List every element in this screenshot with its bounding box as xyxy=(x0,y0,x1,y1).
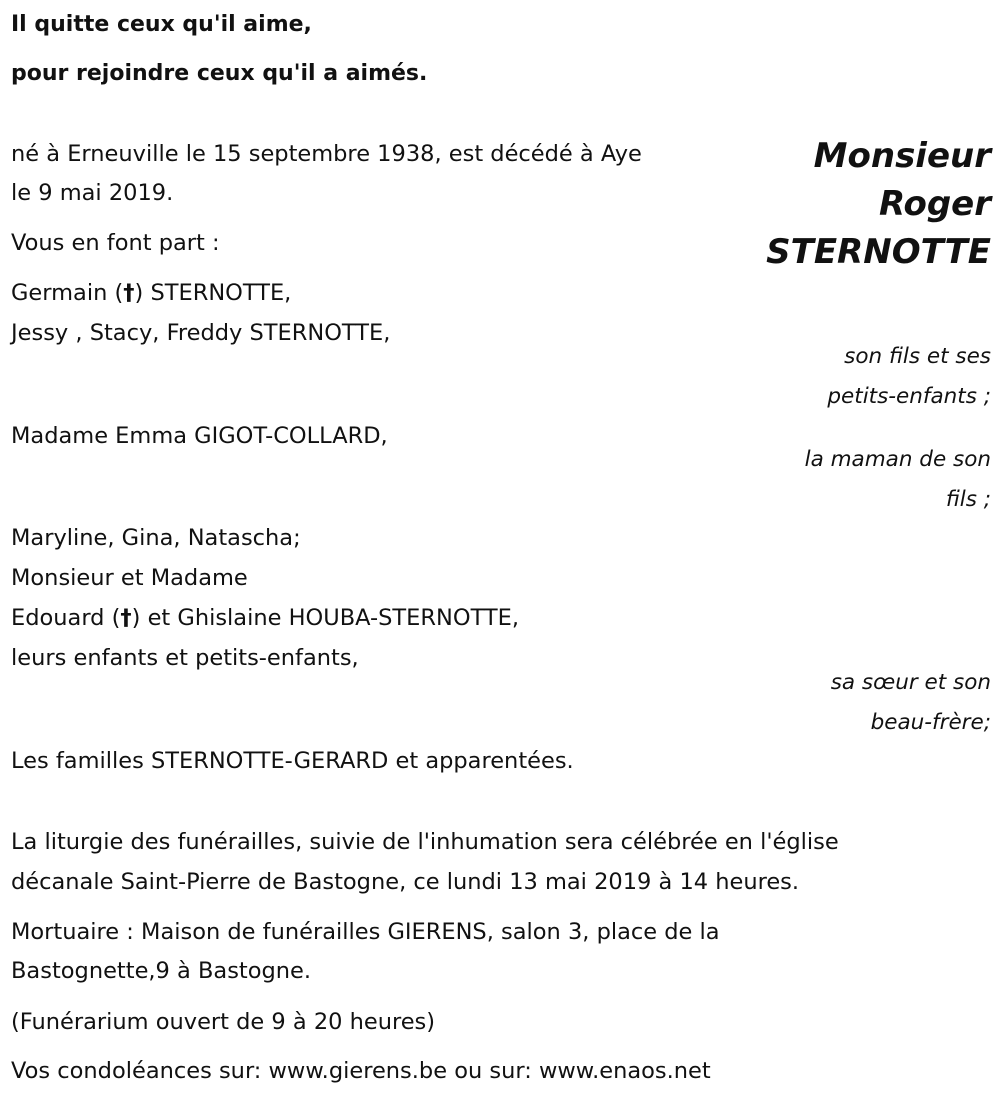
families-line: Les familles STERNOTTE-GERARD et apparentées. xyxy=(11,748,574,774)
birth-line-1: né à Erneuville le 15 septembre 1938, est décédé à Aye xyxy=(11,141,642,167)
mother-relation-1: la maman de son xyxy=(804,447,991,472)
couple-pre: Edouard ( xyxy=(11,605,121,631)
mortuary-line-1: Mortuaire : Maison de funérailles GIERENS, salon 3, place de la xyxy=(11,919,720,945)
son-relation-2: petits-enfants ; xyxy=(827,384,991,409)
funeral-line-2: décanale Saint-Pierre de Bastogne, ce lundi 13 mai 2019 à 14 heures. xyxy=(11,869,800,895)
nieces-line: Maryline, Gina, Natascha; xyxy=(11,525,301,551)
deceased-firstname: Roger xyxy=(878,184,991,224)
sister-relation-2: beau-frère; xyxy=(870,710,991,735)
mortuary-line-2: Bastognette,9 à Bastogne. xyxy=(11,958,312,984)
funerarium-hours: (Funérarium ouvert de 9 à 20 heures) xyxy=(11,1009,436,1035)
sister-relation-1: sa sœur et son xyxy=(830,670,991,695)
cross-icon: † xyxy=(120,605,132,631)
verse-line-2: pour rejoindre ceux qu'il a aimés. xyxy=(11,61,428,86)
couple-post: ) et Ghislaine HOUBA-STERNOTTE, xyxy=(131,605,520,631)
cross-icon: † xyxy=(123,280,135,306)
mother-line: Madame Emma GIGOT-COLLARD, xyxy=(11,423,388,449)
couple-line xyxy=(11,605,519,631)
son-relation-1: son fils et ses xyxy=(844,344,991,369)
couple-children-line: leurs enfants et petits-enfants, xyxy=(11,645,359,671)
couple-title-line: Monsieur et Madame xyxy=(11,565,248,591)
son-pre: Germain ( xyxy=(11,280,124,306)
funeral-line-1: La liturgie des funérailles, suivie de l'inhumation sera célébrée en l'église xyxy=(11,829,839,855)
deceased-title: Monsieur xyxy=(813,136,991,176)
son-post: ) STERNOTTE, xyxy=(134,280,292,306)
condolences-line: Vos condoléances sur: www.gierens.be ou sur: www.enaos.net xyxy=(11,1058,711,1084)
son-line xyxy=(11,280,291,306)
verse-line-1: Il quitte ceux qu'il aime, xyxy=(11,12,312,37)
announce-text: Vous en font part : xyxy=(11,230,220,256)
grandchildren-line: Jessy , Stacy, Freddy STERNOTTE, xyxy=(11,320,391,346)
deceased-lastname: STERNOTTE xyxy=(766,232,991,272)
birth-line-2: le 9 mai 2019. xyxy=(11,180,174,206)
deceased-name xyxy=(766,132,991,276)
mother-relation-2: fils ; xyxy=(945,487,991,512)
